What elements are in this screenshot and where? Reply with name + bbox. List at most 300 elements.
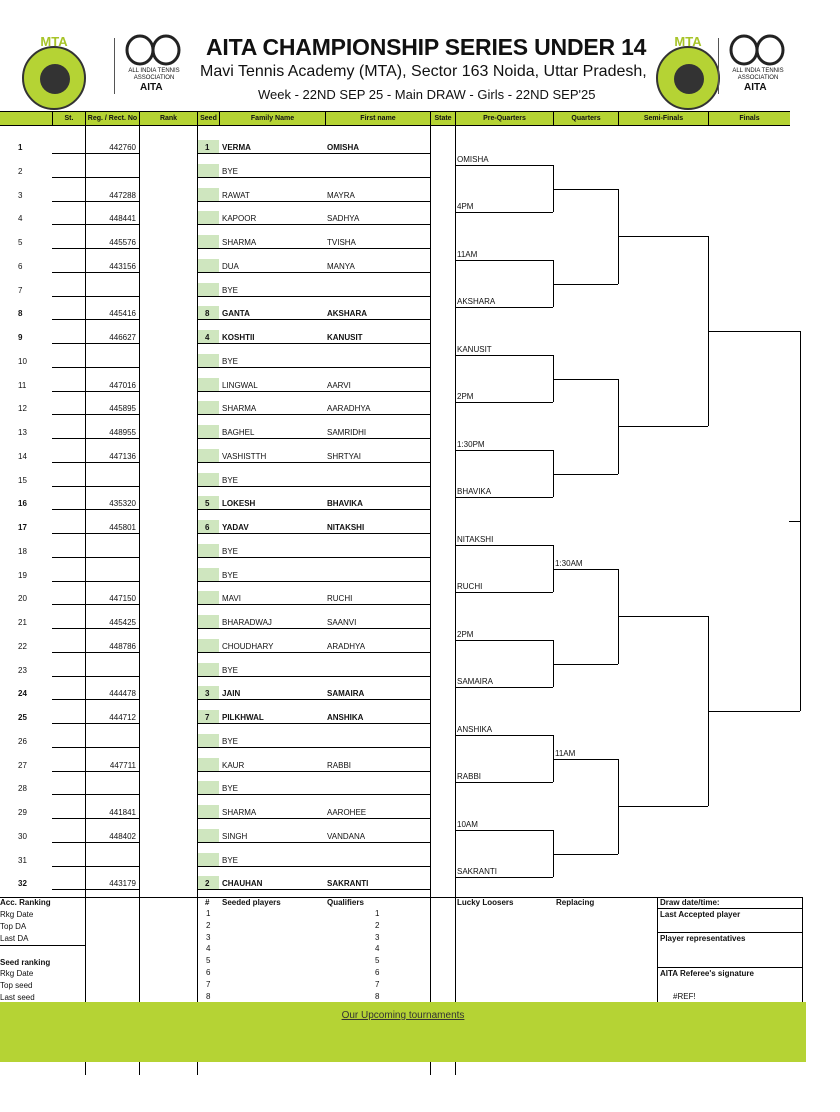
top-seed-label: Top seed <box>0 981 33 990</box>
family-name: RAWAT <box>222 191 250 200</box>
first-name: SAKRANTI <box>327 879 369 888</box>
column-line <box>139 124 140 897</box>
mta-logo-right <box>656 34 720 110</box>
draw-position: 29 <box>18 808 27 817</box>
seed-number: 6 <box>205 523 210 532</box>
pre-quarter-line <box>455 307 553 308</box>
seed-cell <box>198 781 219 794</box>
reg-number: 442760 <box>109 143 136 152</box>
column-line <box>197 124 198 897</box>
seed-cell <box>198 734 219 747</box>
draw-position: 6 <box>18 262 23 271</box>
seed-cell <box>198 378 219 391</box>
seed-cell <box>198 354 219 367</box>
qualifier-index: 8 <box>375 991 380 1001</box>
player-row <box>0 700 455 724</box>
quarter-label: 1:30AM <box>555 558 583 568</box>
seed-index: 5 <box>206 956 211 966</box>
col-rank: Rank <box>139 112 197 125</box>
aita-logo-right <box>722 34 794 96</box>
draw-position: 7 <box>18 286 23 295</box>
draw-position: 16 <box>18 499 27 508</box>
aita-full-name: ALL INDIA TENNIS ASSOCIATION <box>732 68 784 81</box>
seed-cell <box>198 805 219 818</box>
reg-number: 445416 <box>109 309 136 318</box>
draw-position: 31 <box>18 856 27 865</box>
family-name: CHAUHAN <box>222 879 263 888</box>
quarter-line <box>553 664 618 665</box>
draw-position: 3 <box>18 191 23 200</box>
first-name: SAMAIRA <box>327 689 365 698</box>
family-name: KAUR <box>222 761 245 770</box>
pre-quarter-label: NITAKSHI <box>457 534 494 544</box>
quarter-label: 11AM <box>555 748 576 758</box>
aita-short-name: AITA <box>744 82 767 93</box>
seed-cell <box>198 449 219 462</box>
pre-quarter-label: SAMAIRA <box>457 677 494 687</box>
family-name: SINGH <box>222 832 248 841</box>
family-name: DUA <box>222 262 239 271</box>
quarter-line <box>553 284 618 285</box>
seed-index: 4 <box>206 944 211 954</box>
pre-quarter-line <box>455 165 553 166</box>
first-name: SAANVI <box>327 618 357 627</box>
reg-number: 444478 <box>109 689 136 698</box>
seed-cell <box>198 473 219 486</box>
pre-quarter-line <box>455 782 553 783</box>
col-reg: Reg. / Rect. No <box>85 112 139 125</box>
aita-full-name: ALL INDIA TENNIS ASSOCIATION <box>128 68 180 81</box>
seed-cell <box>198 401 219 414</box>
seed-cell <box>198 829 219 842</box>
acc-ranking-label: Acc. Ranking <box>0 898 51 907</box>
first-name: RUCHI <box>327 594 353 603</box>
pre-quarter-line <box>455 497 553 498</box>
draw-position: 23 <box>18 666 27 675</box>
reg-number: 447288 <box>109 191 136 200</box>
reg-number: 444712 <box>109 713 136 722</box>
first-name: AKSHARA <box>327 309 367 318</box>
first-name: TVISHA <box>327 238 356 247</box>
seed-index: 7 <box>206 979 211 989</box>
last-accepted-label: Last Accepted player <box>660 910 741 919</box>
tennis-rackets-icon <box>722 34 794 68</box>
reg-number: 445801 <box>109 523 136 532</box>
seed-number: 3 <box>205 689 210 698</box>
draw-position: 25 <box>18 713 27 722</box>
rkg-date-label: Rkg Date <box>0 910 34 919</box>
footer-divider <box>657 908 802 909</box>
draw-position: 5 <box>18 238 23 247</box>
player-row <box>0 866 455 890</box>
player-reps-label: Player representatives <box>660 934 746 943</box>
qualifier-index: 6 <box>375 968 380 977</box>
family-name: BYE <box>222 856 239 865</box>
pre-quarter-label: 4PM <box>457 202 474 212</box>
mta-logo-text: MTA <box>674 34 702 49</box>
pre-quarter-line <box>455 735 553 736</box>
draw-position: 21 <box>18 618 27 627</box>
family-name: VASHISTTH <box>222 452 267 461</box>
seed-cell <box>198 639 219 652</box>
reg-number: 435320 <box>109 499 136 508</box>
quarter-line <box>553 379 618 380</box>
reg-number: 448955 <box>109 428 136 437</box>
row-line <box>197 889 430 890</box>
col-state: State <box>430 112 455 125</box>
family-name: LINGWAL <box>222 381 258 390</box>
family-name: BYE <box>222 167 239 176</box>
draw-position: 18 <box>18 547 27 556</box>
col-quarters: Quarters <box>553 112 618 125</box>
semi-line <box>618 236 708 237</box>
page-title: AITA CHAMPIONSHIP SERIES UNDER 14 <box>206 34 647 60</box>
col-seed: Seed <box>197 112 219 125</box>
draw-position: 15 <box>18 476 27 485</box>
quarter-line <box>553 854 618 855</box>
qualifier-index: 2 <box>375 920 380 930</box>
player-row <box>0 368 455 392</box>
pre-quarter-line <box>455 640 553 641</box>
seed-cell <box>198 235 219 248</box>
family-name: BYE <box>222 357 239 366</box>
quarter-line <box>553 189 618 190</box>
player-row <box>0 629 455 653</box>
first-name: ARADHYA <box>327 642 366 651</box>
pre-quarter-label: KANUSIT <box>457 344 492 354</box>
family-name: VERMA <box>222 143 251 152</box>
qualifiers-label: Qualifiers <box>327 898 364 907</box>
seed-cell <box>198 853 219 866</box>
family-name: BYE <box>222 571 239 580</box>
draw-position: 26 <box>18 737 27 746</box>
pre-quarter-label: BHAVIKA <box>457 487 492 497</box>
hash-label: # <box>205 898 210 907</box>
family-name: BAGHEL <box>222 428 255 437</box>
pre-quarter-label: ANSHIKA <box>457 724 493 734</box>
mta-logo-left <box>22 34 86 110</box>
pre-quarter-label: 2PM <box>457 392 474 402</box>
seed-number: 5 <box>205 499 210 508</box>
player-row <box>0 724 455 748</box>
champion-line <box>789 521 800 522</box>
reg-number: 445425 <box>109 618 136 627</box>
draw-position: 4 <box>18 214 23 223</box>
pre-quarter-line <box>455 355 553 356</box>
pre-quarter-line <box>455 687 553 688</box>
draw-position: 19 <box>18 571 27 580</box>
pre-quarter-line <box>455 402 553 403</box>
referee-sig-label: AITA Referee's signature <box>660 969 754 978</box>
player-row <box>0 201 455 225</box>
seed-cell <box>198 283 219 296</box>
pre-quarter-line <box>455 212 553 213</box>
pre-quarter-line <box>455 260 553 261</box>
pre-quarter-label: 11AM <box>457 249 478 259</box>
seeded-players-label: Seeded players <box>222 898 281 907</box>
player-row <box>0 558 455 582</box>
draw-position: 28 <box>18 784 27 793</box>
qualifier-index: 5 <box>375 956 380 966</box>
reg-number: 447711 <box>109 761 136 770</box>
pre-quarter-label: OMISHA <box>457 154 489 164</box>
seed-cell <box>198 615 219 628</box>
reg-number: 448402 <box>109 832 136 841</box>
family-name: BYE <box>222 737 239 746</box>
first-name: AAROHEE <box>327 808 367 817</box>
column-line <box>85 124 86 897</box>
footer-table <box>0 897 808 1003</box>
reg-number: 445576 <box>109 238 136 247</box>
seed-cell <box>198 663 219 676</box>
mta-logo-text: MTA <box>40 34 68 49</box>
family-name: KOSHTII <box>222 333 255 342</box>
column-line <box>455 124 456 897</box>
seed-cell <box>198 758 219 771</box>
draw-position: 10 <box>18 357 27 366</box>
family-name: KAPOOR <box>222 214 257 223</box>
draw-date-label: Draw date/time: <box>660 898 720 907</box>
seed-index: 6 <box>206 968 211 977</box>
first-name: AARADHYA <box>327 404 371 413</box>
draw-position: 17 <box>18 523 27 532</box>
column-header-bar <box>0 111 790 126</box>
draw-position: 27 <box>18 761 27 770</box>
qualifier-index: 1 <box>375 909 380 918</box>
player-row <box>0 391 455 415</box>
seed-cell <box>198 568 219 581</box>
row-line <box>52 889 85 890</box>
rkg-date2-label: Rkg Date <box>0 969 34 978</box>
draw-position: 11 <box>18 381 27 390</box>
draw-position: 14 <box>18 452 27 461</box>
last-da-label: Last DA <box>0 934 29 943</box>
tennis-rackets-icon <box>118 34 190 68</box>
final-line <box>708 711 800 712</box>
tennis-player-icon <box>40 64 70 94</box>
footer-vline <box>802 897 803 1003</box>
first-name: RABBI <box>327 761 352 770</box>
reg-number: 448786 <box>109 642 136 651</box>
draw-position: 13 <box>18 428 27 437</box>
player-row <box>0 178 455 202</box>
champion-join <box>800 331 801 711</box>
family-name: BYE <box>222 547 239 556</box>
seed-number: 8 <box>205 309 210 318</box>
seed-cell <box>198 544 219 557</box>
col-pre-quarters: Pre-Quarters <box>455 112 553 125</box>
col-finals: Finals <box>708 112 790 125</box>
draw-position: 2 <box>18 167 23 176</box>
pre-quarter-label: RABBI <box>457 772 482 782</box>
reg-number: 446627 <box>109 333 136 342</box>
first-name: AARVI <box>327 381 351 390</box>
player-row <box>0 296 455 320</box>
logo-divider <box>718 38 719 94</box>
pre-quarter-line <box>455 545 553 546</box>
pre-quarter-line <box>455 592 553 593</box>
family-name: SHARMA <box>222 404 257 413</box>
seed-number: 2 <box>205 879 210 888</box>
reg-number: 443179 <box>109 879 136 888</box>
first-name: VANDANA <box>327 832 366 841</box>
lucky-losers-label: Lucky Loosers <box>457 898 514 907</box>
player-row <box>0 771 455 795</box>
player-row <box>0 486 455 510</box>
draw-position: 24 <box>18 689 27 698</box>
col-semis: Semi-Finals <box>618 112 708 125</box>
draw-position: 1 <box>18 143 23 152</box>
seed-cell <box>198 164 219 177</box>
first-name: OMISHA <box>327 143 359 152</box>
quarter-line <box>553 759 618 760</box>
seed-cell <box>198 211 219 224</box>
aita-logo-left <box>118 34 190 96</box>
semi-line <box>618 806 708 807</box>
first-name: NITAKSHI <box>327 523 365 532</box>
reg-number: 443156 <box>109 262 136 271</box>
reg-number: 448441 <box>109 214 136 223</box>
player-row <box>0 249 455 273</box>
draw-position: 8 <box>18 309 23 318</box>
player-row <box>0 748 455 772</box>
first-name: MAYRA <box>327 191 355 200</box>
player-row <box>0 843 455 867</box>
pre-quarter-label: RUCHI <box>457 582 483 592</box>
col-blank <box>0 112 52 125</box>
final-line <box>708 331 800 332</box>
seed-index: 8 <box>206 991 211 1001</box>
player-row <box>0 130 455 154</box>
footer-divider <box>657 932 802 933</box>
quarter-line <box>553 569 618 570</box>
family-name: SHARMA <box>222 808 257 817</box>
draw-position: 20 <box>18 594 27 603</box>
first-name: SAMRIDHI <box>327 428 367 437</box>
player-row <box>0 273 455 297</box>
player-row <box>0 439 455 463</box>
family-name: GANTA <box>222 309 250 318</box>
player-row <box>0 534 455 558</box>
footer-vline <box>657 897 658 1003</box>
reg-number: 445895 <box>109 404 136 413</box>
player-row <box>0 225 455 249</box>
family-name: BYE <box>222 286 239 295</box>
seed-index: 3 <box>206 932 211 942</box>
pre-quarter-line <box>455 877 553 878</box>
semi-line <box>618 616 708 617</box>
reg-number: 441841 <box>109 808 136 817</box>
player-row <box>0 510 455 534</box>
first-name: ANSHIKA <box>327 713 364 722</box>
aita-short-name: AITA <box>140 82 163 93</box>
tennis-player-icon <box>674 64 704 94</box>
pre-quarter-line <box>455 830 553 831</box>
upcoming-band <box>0 1002 806 1062</box>
family-name: BYE <box>222 666 239 675</box>
family-name: CHOUDHARY <box>222 642 274 651</box>
player-row <box>0 605 455 629</box>
footer-divider <box>657 967 802 968</box>
qualifier-index: 7 <box>375 979 380 989</box>
seed-ranking-label: Seed ranking <box>0 958 51 967</box>
seed-cell <box>198 425 219 438</box>
family-name: PILKHWAL <box>222 713 264 722</box>
first-name: BHAVIKA <box>327 499 363 508</box>
first-name: SADHYA <box>327 214 360 223</box>
family-name: MAVI <box>222 594 241 603</box>
logo-divider <box>114 38 115 94</box>
player-row <box>0 653 455 677</box>
pre-quarter-label: 2PM <box>457 629 474 639</box>
reg-number: 447016 <box>109 381 136 390</box>
player-row <box>0 819 455 843</box>
draw-position: 12 <box>18 404 27 413</box>
first-name: MANYA <box>327 262 355 271</box>
seed-cell <box>198 188 219 201</box>
family-name: BYE <box>222 784 239 793</box>
first-name: SHRTYAI <box>327 452 361 461</box>
seed-number: 4 <box>205 333 210 342</box>
venue-subtitle: Mavi Tennis Academy (MTA), Sector 163 Noida, Uttar Pradesh, <box>200 63 647 80</box>
reg-number: 447136 <box>109 452 136 461</box>
column-line <box>430 124 431 897</box>
seed-cell <box>198 259 219 272</box>
col-first: First name <box>325 112 430 125</box>
player-row <box>0 320 455 344</box>
player-row <box>0 676 455 700</box>
pre-quarter-label: 1:30PM <box>457 439 485 449</box>
col-family: Family Name <box>219 112 325 125</box>
player-row <box>0 795 455 819</box>
family-name: BYE <box>222 476 239 485</box>
draw-position: 9 <box>18 333 23 342</box>
footer-divider <box>0 945 85 946</box>
family-name: YADAV <box>222 523 249 532</box>
week-line: Week - 22ND SEP 25 - Main DRAW - Girls - 22ND SEP'25 <box>258 87 596 102</box>
pre-quarter-line <box>455 450 553 451</box>
family-name: BHARADWAJ <box>222 618 272 627</box>
family-name: SHARMA <box>222 238 257 247</box>
seed-number: 7 <box>205 713 210 722</box>
player-row <box>0 415 455 439</box>
last-seed-label: Last seed <box>0 993 35 1002</box>
player-row <box>0 154 455 178</box>
replacing-label: Replacing <box>556 898 595 907</box>
first-name: KANUSIT <box>327 333 363 342</box>
qualifier-index: 4 <box>375 944 380 954</box>
family-name: LOKESH <box>222 499 256 508</box>
player-row <box>0 344 455 368</box>
pre-quarter-label: SAKRANTI <box>457 867 498 877</box>
pre-quarter-label: 10AM <box>457 819 478 829</box>
pre-quarter-label: AKSHARA <box>457 297 496 307</box>
seed-index: 1 <box>206 909 211 918</box>
seed-cell <box>198 591 219 604</box>
family-name: JAIN <box>222 689 241 698</box>
seed-index: 2 <box>206 920 211 930</box>
draw-position: 22 <box>18 642 27 651</box>
semi-line <box>618 426 708 427</box>
col-st: St. <box>52 112 85 125</box>
qualifier-index: 3 <box>375 932 380 942</box>
upcoming-link[interactable]: Our Upcoming tournaments <box>341 1010 465 1021</box>
top-da-label: Top DA <box>0 922 27 931</box>
referee-sig-value: #REF! <box>673 992 696 1001</box>
player-row <box>0 463 455 487</box>
draw-position: 30 <box>18 832 27 841</box>
draw-position: 32 <box>18 879 27 888</box>
